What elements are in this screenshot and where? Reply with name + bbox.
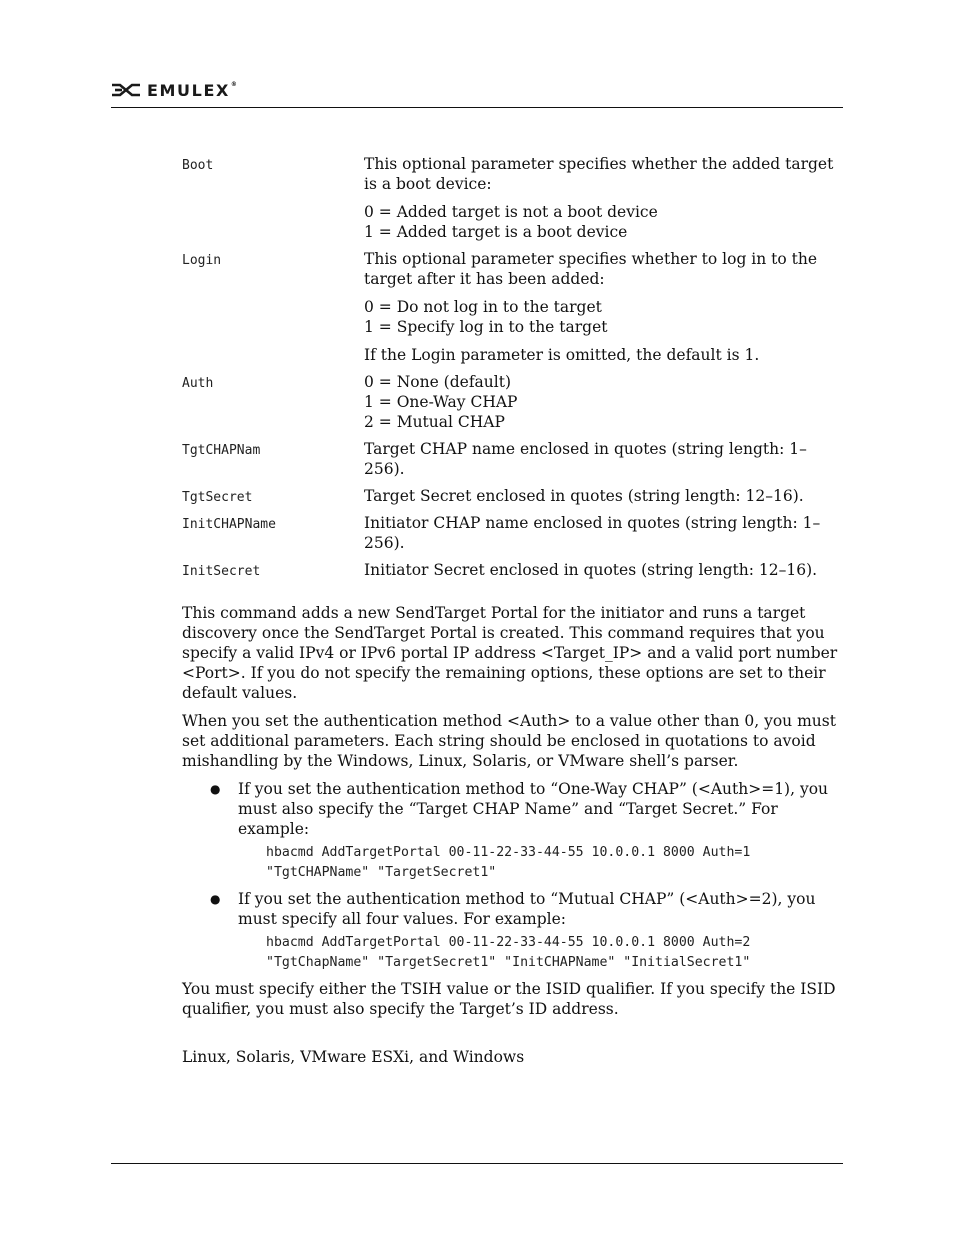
bullet-text: If you set the authentication method to “One-Way CHAP” (<Auth>=1), you must also specify the “Target CHAP Name” and “Target Secret.” For example: [238, 780, 829, 838]
footer-rule [111, 1163, 843, 1164]
parameter-description-paragraph: 0 = Do not log in to the target 1 = Specify log in to the target [364, 298, 608, 336]
code-example: hbacmd AddTargetPortal 00-11-22-33-44-55 10.0.0.1 8000 Auth=2 "TgtChapName" "TargetSecret1" "InitCHAPName" "InitialSecret1" [266, 935, 751, 970]
parameter-row [182, 486, 844, 513]
parameter-description [364, 560, 844, 587]
description-section [182, 603, 844, 1027]
parameter-name: Login [182, 253, 222, 268]
bullet-item [182, 889, 844, 973]
parameter-description-paragraph: Target CHAP name enclosed in quotes (string length: 1–256). [364, 440, 807, 478]
parameter-description-paragraph: 0 = None (default) 1 = One-Way CHAP 2 = Mutual CHAP [364, 373, 518, 431]
parameter-description [364, 513, 844, 560]
parameter-description-paragraph: 0 = Added target is not a boot device 1 = Added target is a boot device [364, 203, 658, 241]
parameter-row [182, 560, 844, 587]
bullet-item [182, 779, 844, 883]
parameter-description [364, 249, 844, 372]
bullet-icon: ● [210, 782, 221, 796]
parameter-name: InitSecret [182, 564, 261, 579]
parameter-description-paragraph: This optional parameter specifies whether to log in to the target after it has been added: [364, 250, 818, 288]
parameter-description-paragraph: Initiator Secret enclosed in quotes (string length: 12–16). [364, 561, 818, 579]
parameter-row [182, 513, 844, 560]
parameter-description-paragraph: Initiator CHAP name enclosed in quotes (string length: 1–256). [364, 514, 821, 552]
emulex-logo [111, 80, 239, 100]
bullet-text: If you set the authentication method to “Mutual CHAP” (<Auth>=2), you must specify all four values. For example: [238, 890, 816, 928]
auth-bullet-list [182, 779, 844, 973]
parameter-name: TgtSecret [182, 490, 253, 505]
emulex-logo-icon [111, 83, 141, 97]
description-paragraph: When you set the authentication method <Auth> to a value other than 0, you must set additional parameters. Each string should be enclosed in quotations to avoid mishandling by the Windows, Linux, Solaris, or VMware shell’s parser. [182, 712, 836, 770]
parameter-description [364, 439, 844, 486]
parameter-description [364, 486, 844, 513]
bullet-icon: ● [210, 892, 221, 906]
parameter-description [364, 154, 844, 249]
parameter-description [364, 372, 844, 439]
description-paragraph: This command adds a new SendTarget Portal for the initiator and runs a target discovery once the SendTarget Portal is created. This command requires that you specify a valid IPv4 or IPv6 portal IP address <Target_IP> and a valid port number <Port>. If you do not specify the remaining options, these options are set to their default values. [182, 604, 838, 702]
parameter-row [182, 372, 844, 439]
header-rule [111, 107, 843, 108]
parameter-name: TgtCHAPNam [182, 443, 261, 458]
parameter-name: Auth [182, 376, 214, 391]
parameter-name: InitCHAPName [182, 517, 276, 532]
parameter-row [182, 154, 844, 249]
parameter-table [182, 154, 844, 587]
description-paragraph: You must specify either the TSIH value or the ISID qualifier. If you specify the ISID qualifier, you must also specify the Target’s ID address. [182, 980, 836, 1018]
code-example: hbacmd AddTargetPortal 00-11-22-33-44-55 10.0.0.1 8000 Auth=1 "TgtCHAPName" "TargetSecret1" [266, 845, 751, 880]
parameter-description-paragraph: If the Login parameter is omitted, the default is 1. [364, 346, 760, 364]
parameter-row [182, 439, 844, 486]
parameter-description-paragraph: Target Secret enclosed in quotes (string length: 12–16). [364, 487, 804, 505]
parameter-description-paragraph: This optional parameter specifies whether the added target is a boot device: [364, 155, 834, 193]
parameter-row [182, 249, 844, 372]
parameter-name: Boot [182, 158, 214, 173]
supported-platforms: Linux, Solaris, VMware ESXi, and Windows [182, 1048, 525, 1066]
logo-wordmark: EMULEX® [147, 80, 239, 100]
